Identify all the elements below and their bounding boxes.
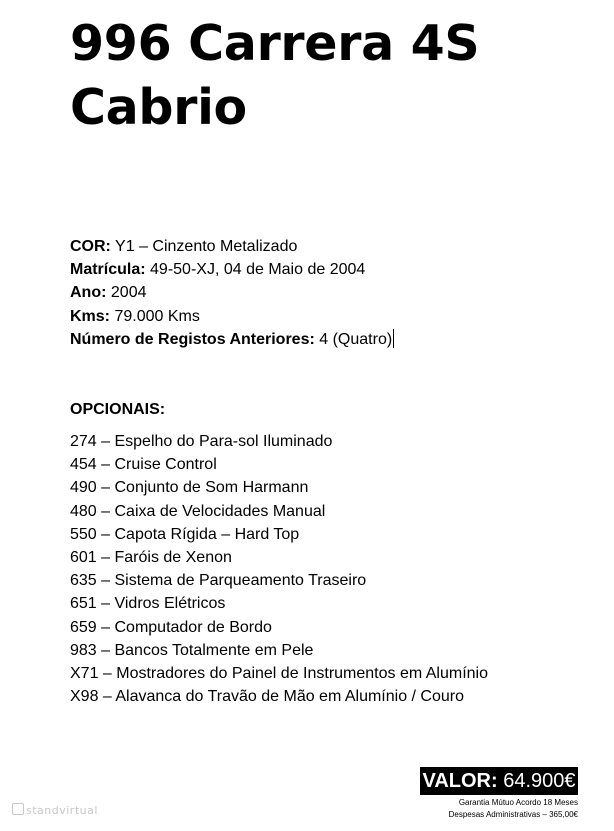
list-item: 490 – Conjunto de Som Harmann xyxy=(70,479,309,497)
list-item: 659 – Computador de Bordo xyxy=(70,618,272,636)
list-item: 651 – Vidros Elétricos xyxy=(70,595,226,613)
list-item: 480 – Caixa de Velocidades Manual xyxy=(70,502,326,520)
opcionais-list xyxy=(70,430,600,708)
spec-cor-value: Y1 – Cinzento Metalizado xyxy=(115,238,298,255)
price-label: VALOR: xyxy=(422,770,498,792)
spec-ano xyxy=(70,281,600,304)
title-line-1: 996 Carrera 4S xyxy=(70,15,480,72)
spec-matricula xyxy=(70,258,600,281)
price-value: 64.900€ xyxy=(503,770,576,792)
spec-kms xyxy=(70,305,600,328)
list-item: X98 – Alavanca do Travão de Mão em Alumínio / Couro xyxy=(70,688,465,706)
spec-matricula-label: Matrícula: xyxy=(70,261,146,279)
spec-kms-value: 79.000 Kms xyxy=(114,307,200,325)
spec-registos[interactable] xyxy=(70,328,600,351)
title-line-2: Cabrio xyxy=(70,79,247,136)
text-cursor xyxy=(393,329,394,348)
price-box xyxy=(420,767,578,795)
spec-ano-label: Ano: xyxy=(70,284,107,302)
garantia-note: Garantia Mútuo Acordo 18 Meses xyxy=(458,798,578,807)
list-item: 601 – Faróis de Xenon xyxy=(70,548,232,566)
watermark-text: standvirtual xyxy=(26,804,98,817)
list-item: X71 – Mostradores do Painel de Instrumentos em Alumínio xyxy=(70,664,488,682)
watermark-icon xyxy=(12,803,24,815)
watermark-logo xyxy=(12,800,108,822)
page-title xyxy=(70,12,600,140)
list-item: 274 – Espelho do Para-sol Iluminado xyxy=(70,433,333,450)
list-item: 550 – Capota Rígida – Hard Top xyxy=(70,525,300,543)
spec-matricula-value: 49-50-XJ, 04 de Maio de 2004 xyxy=(150,261,366,279)
specs-section xyxy=(70,235,600,351)
list-item: 983 – Bancos Totalmente em Pele xyxy=(70,641,314,659)
spec-kms-label: Kms: xyxy=(70,307,111,325)
spec-ano-value: 2004 xyxy=(110,284,147,302)
spec-registos-label: Número de Registos Anteriores: xyxy=(70,330,315,348)
spec-cor-label: COR: xyxy=(70,238,111,255)
opcionais-heading: OPCIONAIS: xyxy=(70,401,166,418)
despesas-note: Despesas Administrativas – 365,00€ xyxy=(448,810,578,819)
spec-registos-value[interactable]: 4 (Quatro) xyxy=(319,330,393,348)
list-item: 635 – Sistema de Parqueamento Traseiro xyxy=(70,572,367,590)
spec-cor xyxy=(70,235,600,258)
list-item: 454 – Cruise Control xyxy=(70,456,217,474)
